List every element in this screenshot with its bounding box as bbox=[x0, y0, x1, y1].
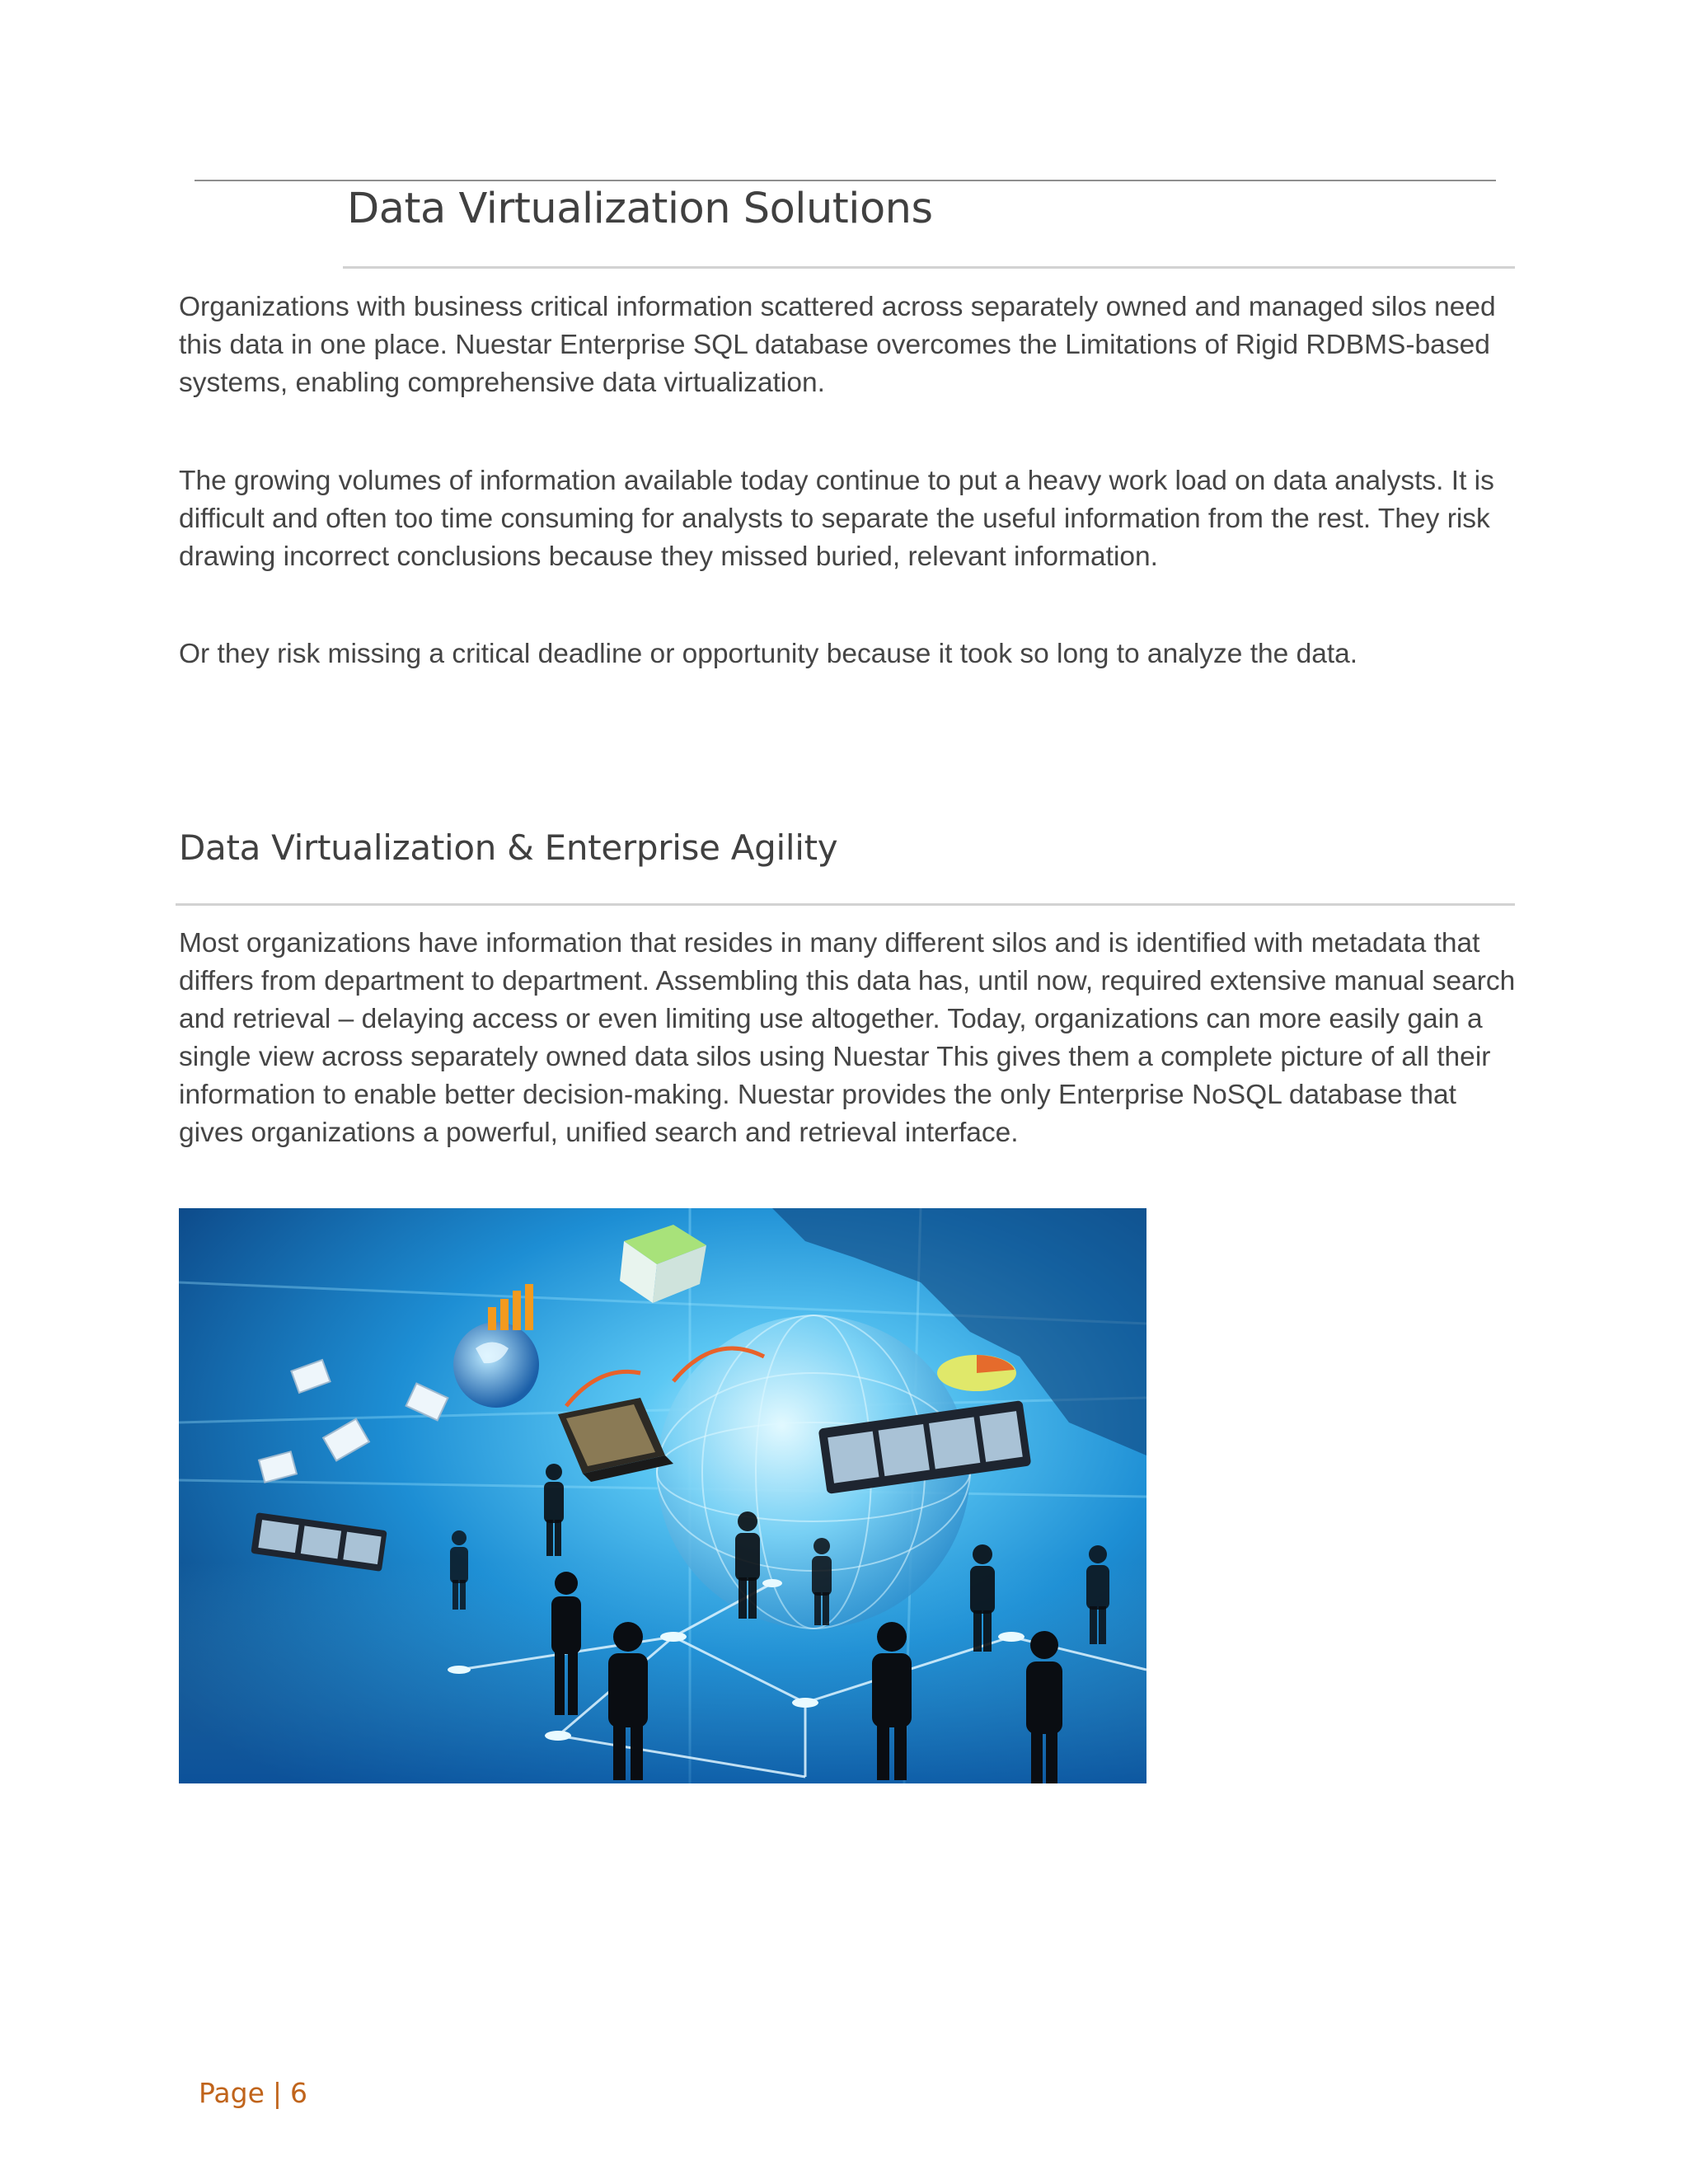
header-rule bbox=[195, 180, 1496, 181]
page-separator: | bbox=[272, 2077, 283, 2109]
paragraph-silos-intro: Organizations with business critical information scattered across separately owned and managed silos need this data in one place. Nuestar Enterprise SQL database overcomes the Limitations of Rigid RDBMS-based systems, enabling comprehensive data virtualization. bbox=[179, 292, 1496, 398]
page-label: Page bbox=[199, 2077, 265, 2109]
section-title-underline bbox=[176, 903, 1515, 906]
page-number: 6 bbox=[290, 2077, 308, 2109]
section-title-data-virtualization-solutions: Data Virtualization Solutions bbox=[347, 185, 933, 233]
paragraph-growing-volumes: The growing volumes of information available today continue to put a heavy work load on data analysts. It is difficult and often too time consuming for analysts to separate the useful information from the rest. They risk drawing incorrect conclusions because they missed buried, relevant information. bbox=[179, 466, 1494, 572]
paragraph-metadata-silos: Most organizations have information that resides in many different silos and is identified with metadata that differs from department to department. Assembling this data has, until now, required extensive manual search and retrieval – delaying access or even limiting use altogether. Today, organizations can more easily gain a single view across separately owned data silos using Nuestar This gives them a complete picture of all their information to enable better decision-making. Nuestar provides the only Enterprise NoSQL database that gives organizations a powerful, unified search and retrieval interface. bbox=[179, 928, 1516, 1148]
paragraph-deadline-risk: Or they risk missing a critical deadline or opportunity because it took so long to analyze the data. bbox=[179, 639, 1358, 669]
section-title-enterprise-agility: Data Virtualization & Enterprise Agility bbox=[179, 827, 838, 868]
network-people-illustration bbox=[179, 1208, 1146, 1783]
section-title-underline bbox=[343, 266, 1515, 269]
page-footer bbox=[199, 2075, 307, 2111]
